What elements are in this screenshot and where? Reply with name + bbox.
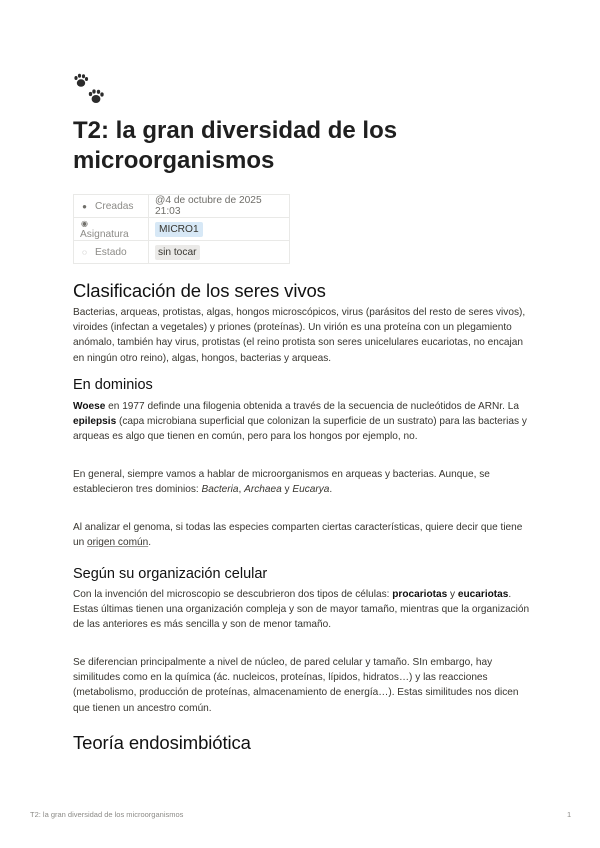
text: y <box>281 484 293 496</box>
italic-text: Archaea <box>244 484 282 496</box>
text: . <box>329 484 333 496</box>
heading-clasificacion: Clasificación de los seres vivos <box>73 280 326 301</box>
paw-prints-icon <box>72 72 108 108</box>
text: (capa microbiana superficial que colonizan la superficie de un sustrato) para las bacterias y arqueas es algo que tienen en común, pero para los hongos por ejemplo, no. <box>73 416 527 443</box>
italic-text: Bacteria <box>201 484 239 496</box>
paragraph: Se diferencian principalmente a nivel de núcleo, de pared celular y tamaño. SIn embargo, hay similitudes como en la química (ác. nucleicos, proteínas, lípidos, hidratos…) y las reacciones (metabolismo, producción de proteínas, almacenamiento de energía…). Estas similitudes nos dicen que tienen un ancestro común. <box>73 657 519 714</box>
property-value[interactable] <box>149 195 290 218</box>
text: y <box>447 589 458 600</box>
text: . Estas últimas tienen una organización compleja y son de mayor tamaño, mientras que la organización de las anteriores es más sencilla y son de menor tamaño. <box>73 589 530 631</box>
paragraph <box>73 399 535 445</box>
property-key <box>74 218 149 241</box>
paragraph: Bacterias, arqueas, protistas, algas, hongos microscópicos, virus (parásitos del resto de seres vivos), viroides (infectan a vegetales) y priones (proteínas). Un virión es una proteína con un plegamiento anómalo, también hay virus, protistas (el reino protista son seres unicelulares eucariotas, no encajan en ningún otro reino), algas, hongos, bacterias y arqueas. <box>73 307 526 364</box>
bold-text: procariotas <box>392 589 448 600</box>
property-row[interactable] <box>74 195 290 218</box>
text: . <box>148 537 152 549</box>
subject-tag[interactable]: MICRO1 <box>155 222 203 237</box>
text: , <box>238 484 245 496</box>
bold-text: epilepsis <box>73 416 117 428</box>
page-number: 1 <box>567 810 572 819</box>
property-value[interactable] <box>149 218 290 241</box>
page-title: T2: la gran diversidad de los microorganismos <box>73 117 398 174</box>
bold-text: Woese <box>73 401 106 412</box>
text: en 1977 definde una filogenia obtenida a través de la secuencia de nucleótidos de ARNr. La <box>105 401 519 412</box>
status-badge[interactable]: sin tocar <box>155 245 200 260</box>
property-row[interactable] <box>74 241 290 264</box>
heading-organizacion: Según su organización celular <box>73 566 268 582</box>
status-icon: ◌ <box>82 247 87 257</box>
heading-dominios: En dominios <box>73 377 153 393</box>
paragraph <box>73 587 535 633</box>
property-key-label: Asignatura <box>80 229 129 240</box>
bold-text: eucariotas <box>457 589 509 600</box>
text: Con la invención del microscopio se descubrieron dos tipos de células: <box>73 589 393 600</box>
heading-endosimbiotica: Teoría endosimbiótica <box>73 732 251 753</box>
text: Al analizar el genoma, si todas las especies comparten ciertas características, quiere decir que tiene un <box>73 522 523 549</box>
paragraph <box>73 467 535 497</box>
paragraph <box>73 520 535 550</box>
clock-icon: ● <box>82 201 87 211</box>
property-key <box>74 195 149 218</box>
underlined-text: origen común <box>87 537 149 549</box>
created-date: @4 de octubre de 2025 21:03 <box>155 195 262 217</box>
property-row[interactable] <box>74 218 290 241</box>
property-key-label: Creadas <box>95 200 134 212</box>
properties-table <box>73 194 290 264</box>
italic-text: Eucarya <box>292 484 330 496</box>
property-key <box>74 241 149 264</box>
property-key-label: Estado <box>95 246 127 258</box>
text: En general, siempre vamos a hablar de microorganismos en arqueas y bacterias. Aunque, se establecieron tres dominios: <box>73 469 490 496</box>
property-value[interactable] <box>149 241 290 264</box>
target-icon: ◉ <box>81 219 88 228</box>
footer-title: T2: la gran diversidad de los microorganismos <box>30 810 184 819</box>
